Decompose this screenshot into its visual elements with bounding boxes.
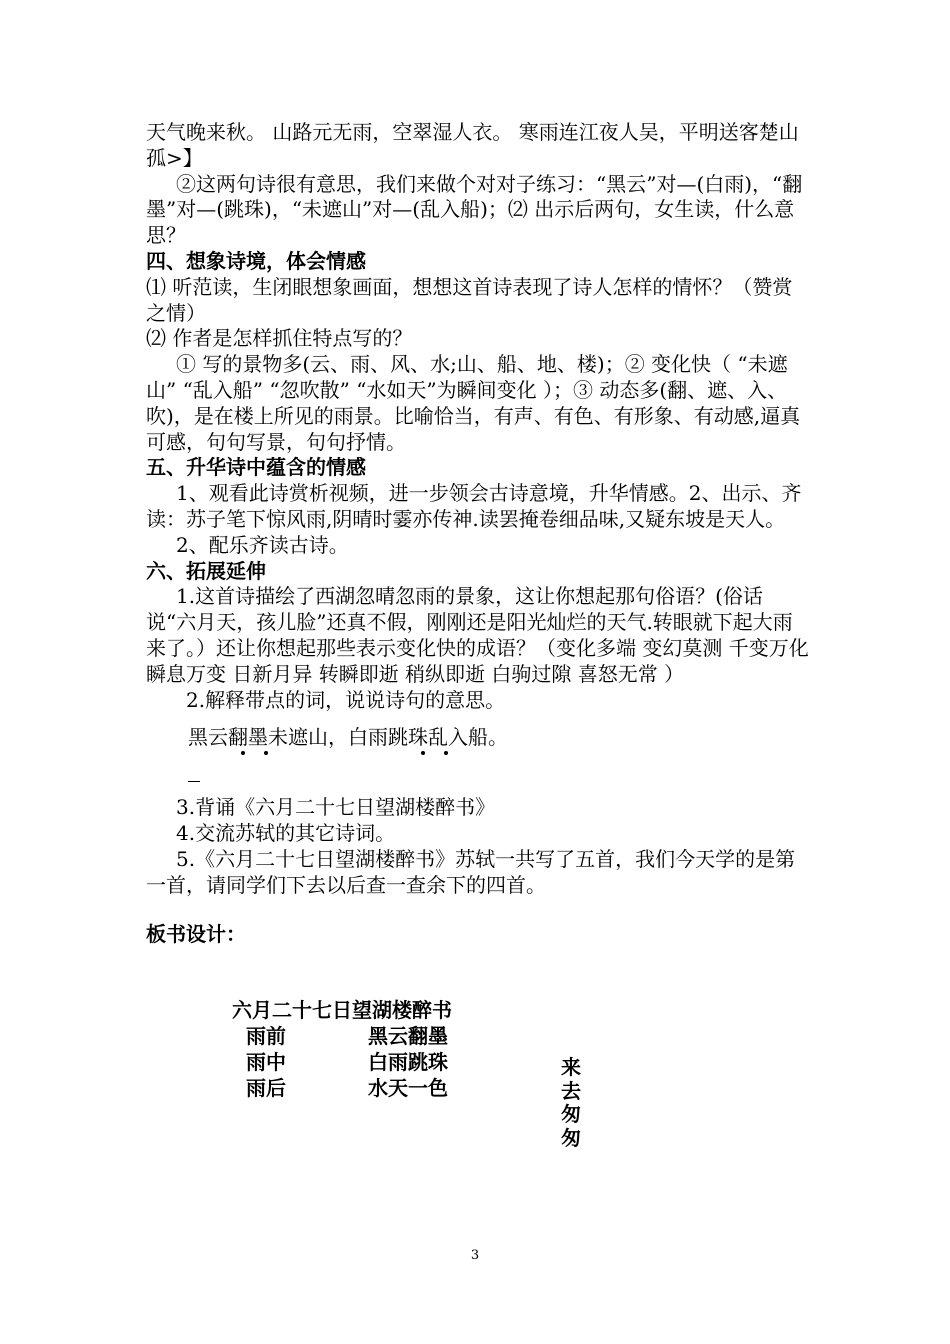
board-row-scene: 黑云翻墨 — [368, 1024, 448, 1048]
paragraph-listen: ⑴ 听范读，生闭眼想象画面，想想这首诗表现了诗人怎样的情怀？（赞赏之情） — [146, 274, 793, 325]
section-heading-5: 五、升华诗中蕴含的情感 — [146, 455, 366, 480]
board-row-stage: 雨后 — [246, 1076, 286, 1100]
board-design-label: 板书设计： — [146, 922, 246, 947]
paragraph-explain: 2.解释带点的词，说说诗句的意思。 — [186, 687, 506, 712]
paragraph-music-reading: 2、配乐齐读古诗。 — [176, 532, 349, 557]
blank-line — [146, 765, 810, 795]
emphasis-dots — [146, 751, 810, 765]
paragraph-video: 1、观看此诗赏析视频，进一步领会古诗意境，升华情感。2、出示、齐读：苏子笔下惊风雨,阴晴时霎亦传神.读罢掩卷细品味,又疑东坡是天人。 — [146, 481, 802, 531]
page-number: 3 — [470, 1248, 480, 1263]
poem-line: 黑云翻墨未遮山，白雨跳珠乱入船。 — [188, 725, 508, 750]
board-title: 六月二十七日望湖楼醉书 — [232, 998, 452, 1022]
paragraph-couplet-exercise: ②这两句诗很有意思，我们来做个对对子练习：“黑云”对—(白雨)，“翻墨”对—(跳珠)，“未遮山”对—(乱入船)；⑵ 出示后两句，女生读，什么意思？ — [146, 171, 803, 248]
board-row — [246, 1020, 448, 1049]
emphasis-dot — [444, 751, 448, 755]
board-row-stage: 雨前 — [246, 1024, 286, 1048]
blackboard-design — [146, 994, 810, 1194]
document-body — [146, 120, 810, 948]
paragraph-question: ⑵ 作者是怎样抓住特点写的？ — [146, 326, 413, 351]
board-row — [246, 1046, 448, 1075]
emphasis-dot — [421, 751, 425, 755]
vertical-char: 匆 — [561, 1125, 581, 1150]
board-row-scene: 水天一色 — [368, 1076, 448, 1100]
section-heading-6: 六、拓展延伸 — [146, 558, 266, 583]
paragraph-homework: 5.《六月二十七日望湖楼醉书》苏轼一共写了五首，我们今天学的是第一首，请同学们下去以后查一查余下的四首。 — [146, 846, 796, 897]
short-underline — [188, 781, 200, 782]
paragraph-exchange: 4.交流苏轼的其它诗词。 — [176, 820, 396, 845]
paragraph-recite: 3.背诵《六月二十七日望湖楼醉书》 — [176, 795, 496, 820]
board-row-stage: 雨中 — [246, 1050, 286, 1074]
emphasis-dot — [241, 751, 245, 755]
paragraph-proverb: 1.这首诗描绘了西湖忽晴忽雨的景象，这让你想起那句俗语？(俗话说“六月天，孩儿脸”还真不假，刚刚还是阳光灿烂的天气.转眼就下起大雨来了。）还让你想起那些表示变化快的成语？（变化多端 变幻莫测 千变万化 瞬息万变 日新月异 转瞬即逝 稍纵即逝 白驹过隙 喜怒无常 ） — [146, 584, 809, 686]
emphasis-dot — [264, 751, 268, 755]
section-heading-4: 四、想象诗境，体会情感 — [146, 248, 366, 273]
vertical-char: 匆 — [561, 1102, 581, 1126]
board-row — [246, 1072, 448, 1101]
paragraph-poem-quotes: 天气晚来秋。 山路元无雨，空翠湿人衣。 寒雨连江夜人吴，平明送客楚山孤>】 — [146, 120, 799, 170]
board-row-scene: 白雨跳珠 — [368, 1050, 448, 1074]
vertical-char: 来 — [561, 1055, 581, 1079]
vertical-char: 去 — [561, 1078, 581, 1103]
board-vertical-text — [560, 1056, 582, 1150]
paragraph-features: ① 写的景物多(云、雨、风、水;山、船、地、楼)；② 变化快（ “未遮山” “乱入船” “忽吹散” “水如天”为瞬间变化 ）；③ 动态多(翻、遮、入、吹)，是在楼上所见的雨景。比喻恰当，有声、有色、有形象、有动感,逼真可感，句句写景，句句抒情。 — [146, 352, 801, 454]
